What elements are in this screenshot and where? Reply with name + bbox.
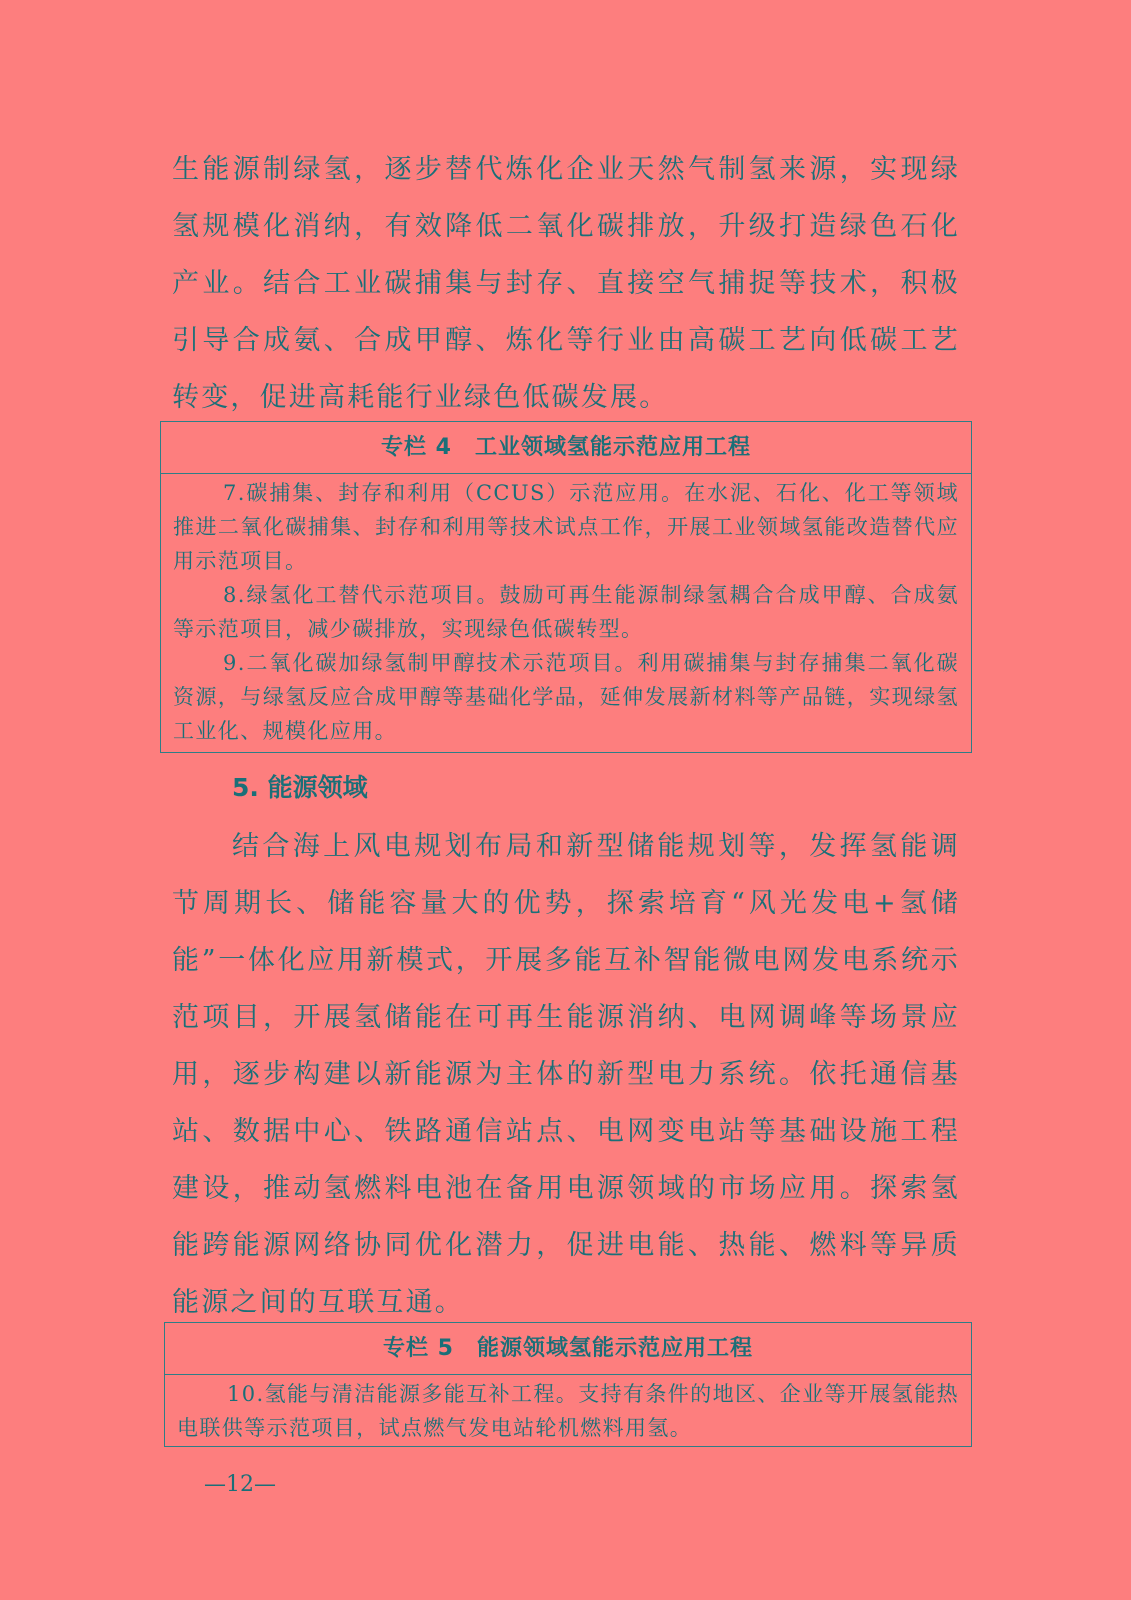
column-box-5 bbox=[164, 1322, 972, 1447]
column-box-5-title: 专栏 5 能源领域氢能示范应用工程 bbox=[165, 1323, 971, 1375]
column-box-item: 8.绿氢化工替代示范项目。鼓励可再生能源制绿氢耦合合成甲醇、合成氨等示范项目，减少碳排放，实现绿色低碳转型。 bbox=[173, 583, 959, 641]
column-box-4-title: 专栏 4 工业领域氢能示范应用工程 bbox=[161, 422, 971, 474]
intro-paragraph: 生能源制绿氢，逐步替代炼化企业天然气制氢来源，实现绿氢规模化消纳，有效降低二氧化碳排放，升级打造绿色石化产业。结合工业碳捕集与封存、直接空气捕捉等技术，积极引导合成氨、合成甲醇、炼化等行业由高碳工艺向低碳工艺转变，促进高耗能行业绿色低碳发展。 bbox=[172, 154, 960, 413]
column-box-4-body bbox=[161, 474, 971, 750]
column-box-4 bbox=[160, 421, 972, 753]
section-heading-energy: 5. 能源领域 bbox=[232, 773, 368, 802]
column-box-5-body bbox=[165, 1375, 971, 1447]
column-box-item: 10.氢能与清洁能源多能互补工程。支持有条件的地区、企业等开展氢能热电联供等示范项目，试点燃气发电站轮机燃料用氢。 bbox=[177, 1382, 959, 1440]
column-box-item: 9.二氧化碳加绿氢制甲醇技术示范项目。利用碳捕集与封存捕集二氧化碳资源，与绿氢反应合成甲醇等基础化学品，延伸发展新材料等产品链，实现绿氢工业化、规模化应用。 bbox=[173, 651, 959, 743]
column-box-item: 7.碳捕集、封存和利用（CCUS）示范应用。在水泥、石化、化工等领域推进二氧化碳捕集、封存和利用等技术试点工作，开展工业领域氢能改造替代应用示范项目。 bbox=[173, 481, 959, 573]
page-number: —12— bbox=[204, 1472, 276, 1497]
energy-paragraph: 结合海上风电规划布局和新型储能规划等，发挥氢能调节周期长、储能容量大的优势，探索培育“风光发电+氢储能”一体化应用新模式，开展多能互补智能微电网发电系统示范项目，开展氢储能在可再生能源消纳、电网调峰等场景应用，逐步构建以新能源为主体的新型电力系统。依托通信基站、数据中心、铁路通信站点、电网变电站等基础设施工程建设，推动氢燃料电池在备用电源领域的市场应用。探索氢能跨能源网络协同优化潜力，促进电能、热能、燃料等异质能源之间的互联互通。 bbox=[172, 831, 960, 1318]
